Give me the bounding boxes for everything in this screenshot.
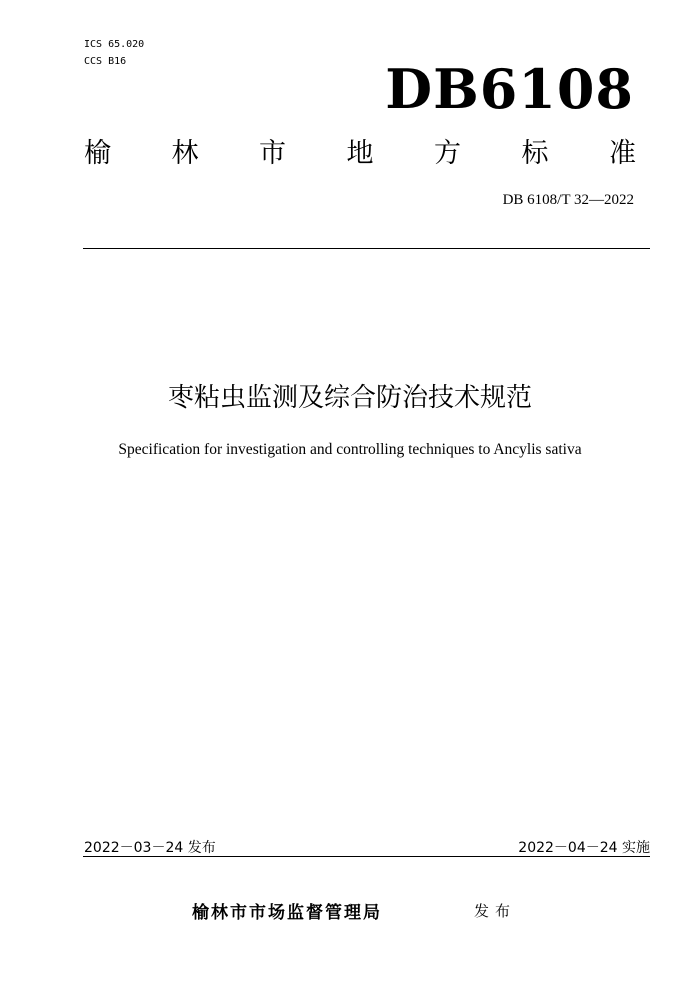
standard-type-char: 标 <box>521 138 549 169</box>
header-divider <box>83 248 650 249</box>
footer-divider <box>83 856 650 857</box>
standard-type-char: 准 <box>609 138 636 169</box>
ccs-code: CCS B16 <box>84 56 127 67</box>
standard-number: DB 6108/T 32—2022 <box>502 192 634 208</box>
issue-date: 2022－03－24 发布 <box>84 840 216 856</box>
standard-type-char: 地 <box>346 138 374 169</box>
standard-logo: DB6108 <box>385 57 634 121</box>
standard-type <box>84 138 636 170</box>
document-title: 枣粘虫监测及综合防治技术规范 <box>167 383 532 413</box>
standard-type-char: 林 <box>171 138 199 169</box>
publisher-name: 榆林市市场监督管理局 <box>192 903 382 923</box>
standard-type-char: 方 <box>434 138 461 169</box>
publish-label: 发布 <box>474 902 517 920</box>
standard-type-char: 榆 <box>84 138 111 169</box>
document-title-english: Specification for investigation and controlling techniques to Ancylis sativa <box>118 441 582 458</box>
implementation-date: 2022－04－24 实施 <box>518 840 650 856</box>
standard-type-char: 市 <box>259 138 286 169</box>
ics-code: ICS 65.020 <box>84 39 145 50</box>
classification-codes <box>84 36 144 70</box>
